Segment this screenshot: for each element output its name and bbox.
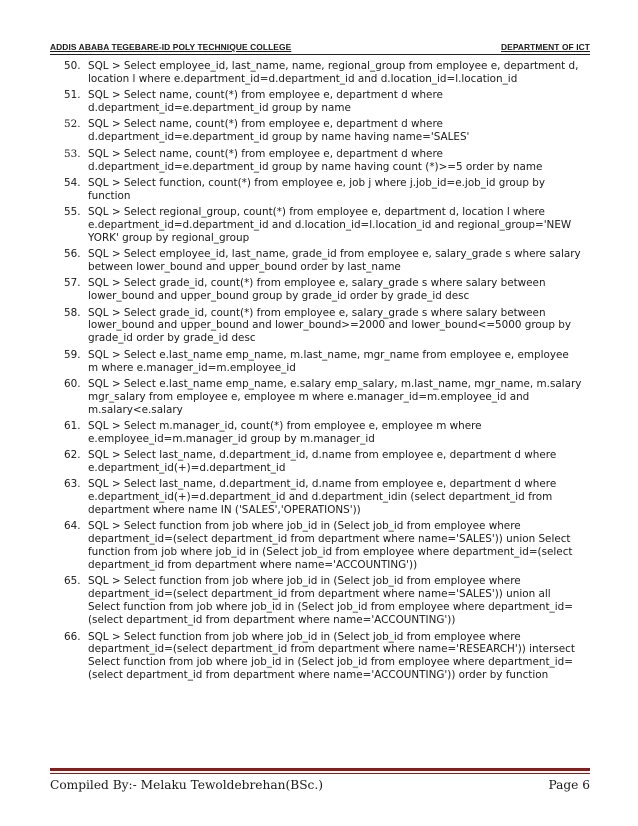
college-name: ADDIS ABABA TEGEBARE-ID POLY TECHNIQUE COLLEGE <box>50 42 292 52</box>
item-number: 53. <box>64 147 81 160</box>
sql-statement: SQL > Select grade_id, count(*) from employee e, salary_grade s where salary between lower_bound and upper_bound group by grade_id order by grade_id desc <box>88 277 546 303</box>
item-number: 63. <box>64 478 81 491</box>
sql-statement: SQL > Select function from job where job_id in (Select job_id from employee where department_id=(select department_id from department where name='SALES')) union Select function from job where job_id in (Select job_id from employee where department_id=(select department_id from department where name='ACCOUNTING')) <box>88 520 573 572</box>
list-item <box>64 349 582 375</box>
list-item <box>64 60 582 86</box>
list-item <box>64 631 582 683</box>
item-number: 60. <box>64 377 81 390</box>
sql-statement: SQL > Select last_name, d.department_id, d.name from employee e, department d where e.department_id(+)=d.department_id and d.department_idin (select department_id from department where name IN ('SALES','OPERATIONS')) <box>88 478 557 517</box>
item-number: 50. <box>64 60 81 72</box>
item-number: 54. <box>64 176 81 189</box>
item-number: 61. <box>64 419 81 432</box>
page-footer <box>50 778 590 792</box>
item-number: 51. <box>64 89 81 102</box>
item-number: 59. <box>64 348 81 361</box>
sql-statement: SQL > Select regional_group, count(*) from employee e, department d, location l where e.department_id=d.department_id and d.location_id=l.location_id and regional_group='NEW YORK' group by regional_group <box>88 206 572 244</box>
item-number: 62. <box>64 449 81 462</box>
list-item <box>64 248 582 274</box>
list-item <box>64 89 582 115</box>
sql-statement: SQL > Select e.last_name emp_name, m.last_name, mgr_name from employee e, employee m where e.manager_id=m.employee_id <box>88 348 569 374</box>
list-item <box>64 206 582 245</box>
list-item <box>64 177 582 203</box>
footer-rule-thick <box>50 768 590 771</box>
list-item <box>64 118 582 144</box>
sql-statement: SQL > Select grade_id, count(*) from employee e, salary_grade s where salary between lower_bound and upper_bound and lower_bound>=2000 and lower_bound<=5000 group by grade_id order by grade_id desc <box>88 306 572 345</box>
item-number: 55. <box>64 206 81 219</box>
page-header <box>50 42 590 55</box>
sql-statement: SQL > Select m.manager_id, count(*) from employee e, employee m where e.employee_id=m.manager_id group by m.manager_id <box>88 419 482 445</box>
list-item <box>64 420 582 446</box>
sql-statement: SQL > Select name, count(*) from employee e, department d where d.department_id=e.department_id group by name having count (*)>=5 order by name <box>88 147 543 173</box>
list-item <box>64 307 582 346</box>
list-item <box>64 277 582 303</box>
list-item <box>64 478 582 517</box>
sql-statement: SQL > Select name, count(*) from employee e, department d where d.department_id=e.department_id group by name <box>88 89 443 115</box>
department-name: DEPARTMENT OF ICT <box>500 42 590 52</box>
list-item <box>64 378 582 417</box>
item-number: 58. <box>64 306 81 319</box>
sql-statement: SQL > Select function from job where job_id in (Select job_id from employee where department_id=(select department_id from department where name='SALES')) union all Select function from job where job_id in (Select job_id from employee where department_id=(select department_id from department where name='ACCOUNTING')) <box>88 575 573 627</box>
item-number: 56. <box>64 248 81 261</box>
compiled-by: Compiled By:- Melaku Tewoldebrehan(BSc.) <box>50 778 324 792</box>
item-number: 65. <box>64 575 81 588</box>
sql-statement: SQL > Select e.last_name emp_name, e.salary emp_salary, m.last_name, mgr_name, m.salary mgr_salary from employee e, employee m where e.manager_id=m.employee_id and m.salary<e.salary <box>88 377 582 416</box>
list-item <box>64 148 582 174</box>
sql-statement: SQL > Select employee_id, last_name, name, regional_group from employee e, department d, location l where e.department_id=d.department_id and d.location_id=l.location_id <box>88 60 579 85</box>
footer-rule-thin <box>50 773 590 774</box>
sql-statement: SQL > Select function from job where job_id in (Select job_id from employee where department_id=(select department_id from department where name='RESEARCH')) intersect Select function from job where job_id in (Select job_id from employee where department_id=(select department_id from department where name='ACCOUNTING')) order by function <box>88 630 575 682</box>
list-item <box>64 575 582 627</box>
sql-statement: SQL > Select function, count(*) from employee e, job j where j.job_id=e.job_id group by function <box>88 176 545 202</box>
sql-exercise-list <box>64 60 582 686</box>
sql-statement: SQL > Select name, count(*) from employee e, department d where d.department_id=e.department_id group by name having name='SALES' <box>88 118 470 144</box>
list-item <box>64 449 582 475</box>
item-number: 57. <box>64 277 81 290</box>
item-number: 64. <box>64 520 81 533</box>
sql-statement: SQL > Select employee_id, last_name, grade_id from employee e, salary_grade s where salary between lower_bound and upper_bound order by last_name <box>88 248 581 274</box>
list-item <box>64 520 582 572</box>
item-number: 66. <box>64 630 81 643</box>
sql-statement: SQL > Select last_name, d.department_id, d.name from employee e, department d where e.department_id(+)=d.department_id <box>88 449 557 475</box>
page-number: Page 6 <box>548 778 590 792</box>
item-number: 52. <box>64 118 81 131</box>
